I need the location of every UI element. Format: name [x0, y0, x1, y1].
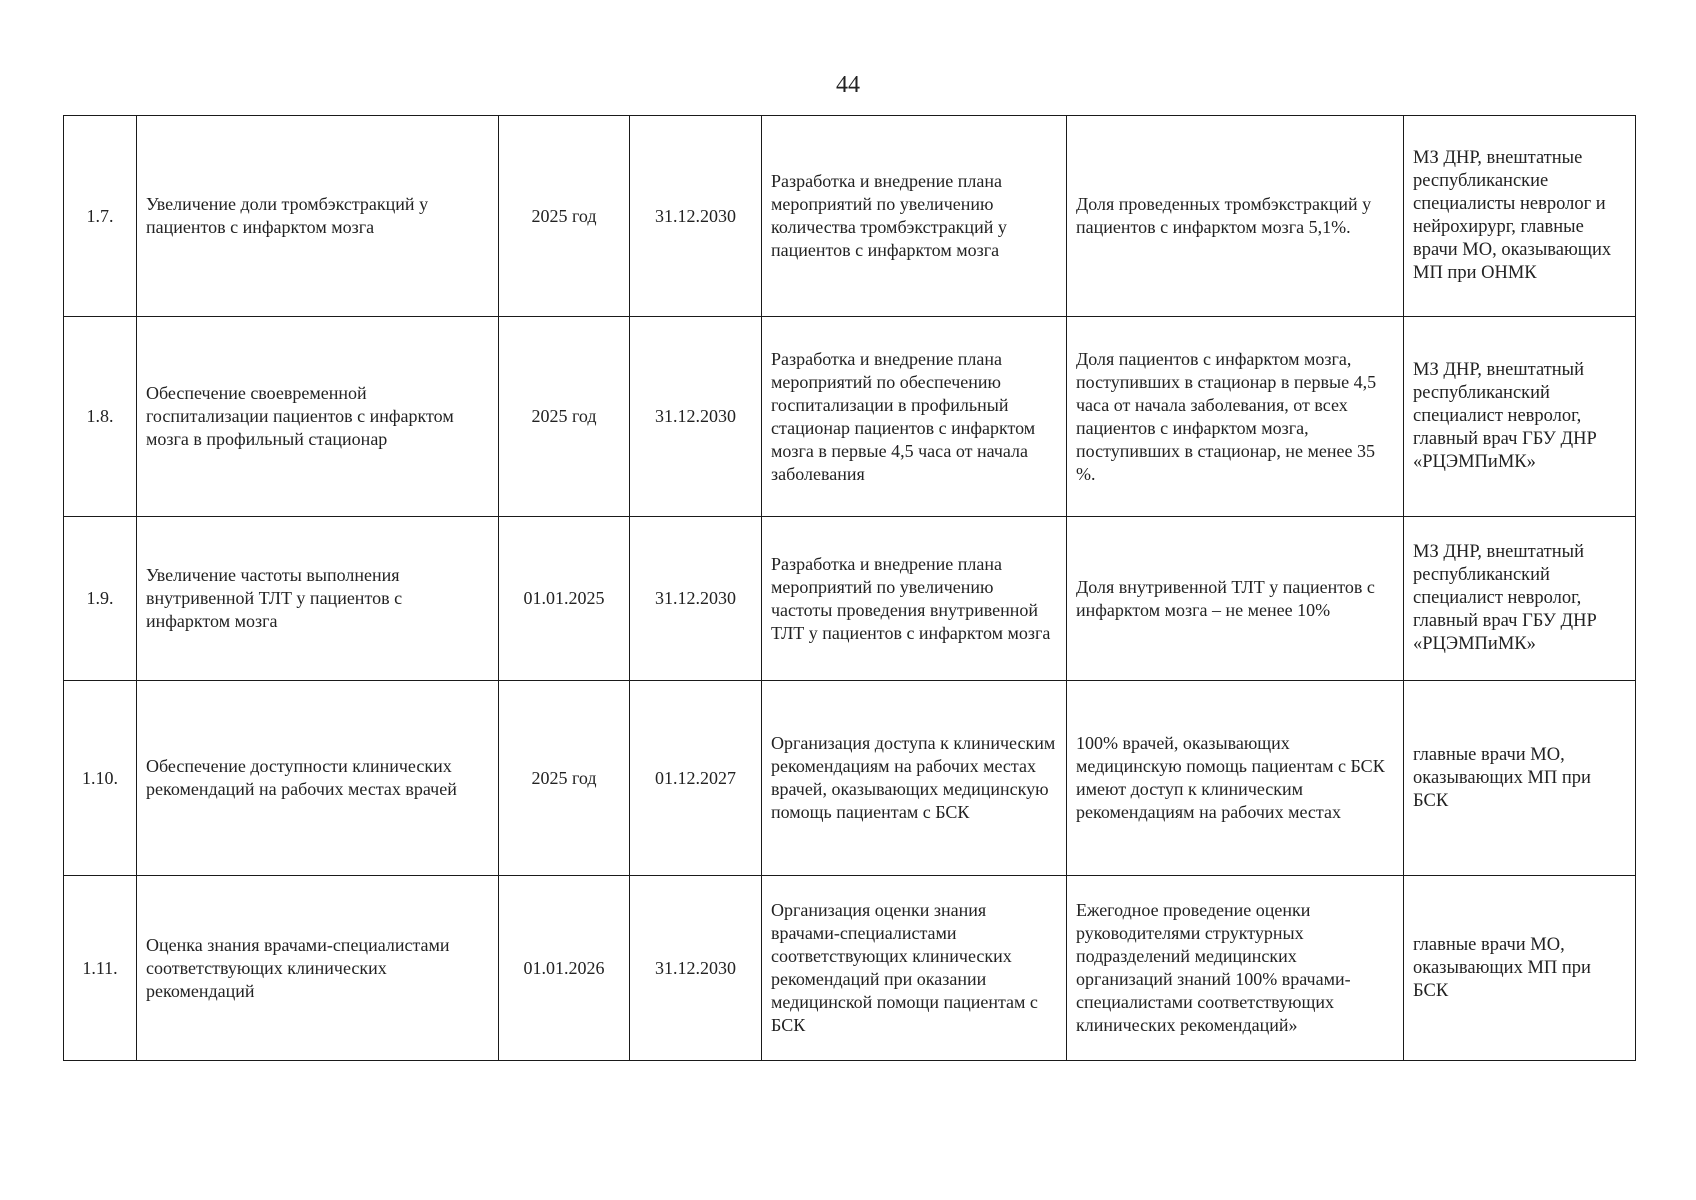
indicator-cell: Доля внутривенной ТЛТ у пациентов с инфарктом мозга – не менее 10%: [1067, 517, 1404, 681]
indicator-cell: Доля пациентов с инфарктом мозга, поступивших в стационар в первые 4,5 часа от начала заболевания, от всех пациентов с инфарктом мозга, поступивших в стационар, не менее 35 %.: [1067, 317, 1404, 517]
end-date-cell: 31.12.2030: [630, 116, 762, 317]
table-row: [64, 517, 1636, 681]
result-cell: Организация оценки знания врачами-специалистами соответствующих клинических рекомендаций при оказании медицинской помощи пациентам с БСК: [762, 876, 1067, 1061]
responsible-cell: главные врачи МО, оказывающих МП при БСК: [1404, 876, 1636, 1061]
start-date-cell: 2025 год: [499, 116, 630, 317]
measure-cell: Увеличение доли тромбэкстракций у пациентов с инфарктом мозга: [137, 116, 499, 317]
measure-cell: Оценка знания врачами-специалистами соответствующих клинических рекомендаций: [137, 876, 499, 1061]
end-date-cell: 31.12.2030: [630, 517, 762, 681]
table-row: [64, 681, 1636, 876]
row-number-cell: 1.9.: [64, 517, 137, 681]
indicator-cell: Доля проведенных тромбэкстракций у пациентов с инфарктом мозга 5,1%.: [1067, 116, 1404, 317]
result-cell: Разработка и внедрение плана мероприятий по обеспечению госпитализации в профильный стационар пациентов с инфарктом мозга в первые 4,5 часа от начала заболевания: [762, 317, 1067, 517]
measures-table: [63, 115, 1636, 1061]
row-number-cell: 1.11.: [64, 876, 137, 1061]
result-cell: Разработка и внедрение плана мероприятий по увеличению частоты проведения внутривенной ТЛТ у пациентов с инфарктом мозга: [762, 517, 1067, 681]
measure-cell: Увеличение частоты выполнения внутривенной ТЛТ у пациентов с инфарктом мозга: [137, 517, 499, 681]
responsible-cell: МЗ ДНР, внештатный республиканский специалист невролог, главный врач ГБУ ДНР «РЦЭМПиМК»: [1404, 317, 1636, 517]
end-date-cell: 01.12.2027: [630, 681, 762, 876]
measure-cell: Обеспечение своевременной госпитализации пациентов с инфарктом мозга в профильный стационар: [137, 317, 499, 517]
table-row: [64, 116, 1636, 317]
start-date-cell: 01.01.2026: [499, 876, 630, 1061]
start-date-cell: 01.01.2025: [499, 517, 630, 681]
table-row: [64, 876, 1636, 1061]
indicator-cell: 100% врачей, оказывающих медицинскую помощь пациентам с БСК имеют доступ к клиническим рекомендациям на рабочих местах: [1067, 681, 1404, 876]
result-cell: Организация доступа к клиническим рекомендациям на рабочих местах врачей, оказывающих медицинскую помощь пациентам с БСК: [762, 681, 1067, 876]
table-row: [64, 317, 1636, 517]
row-number-cell: 1.8.: [64, 317, 137, 517]
responsible-cell: главные врачи МО, оказывающих МП при БСК: [1404, 681, 1636, 876]
measure-cell: Обеспечение доступности клинических рекомендаций на рабочих местах врачей: [137, 681, 499, 876]
end-date-cell: 31.12.2030: [630, 317, 762, 517]
start-date-cell: 2025 год: [499, 681, 630, 876]
responsible-cell: МЗ ДНР, внештатные республиканские специалисты невролог и нейрохирург, главные врачи МО, оказывающих МП при ОНМК: [1404, 116, 1636, 317]
end-date-cell: 31.12.2030: [630, 876, 762, 1061]
responsible-cell: МЗ ДНР, внештатный республиканский специалист невролог, главный врач ГБУ ДНР «РЦЭМПиМК»: [1404, 517, 1636, 681]
start-date-cell: 2025 год: [499, 317, 630, 517]
row-number-cell: 1.10.: [64, 681, 137, 876]
page-number: 44: [836, 72, 860, 98]
row-number-cell: 1.7.: [64, 116, 137, 317]
indicator-cell: Ежегодное проведение оценки руководителями структурных подразделений медицинских организаций знаний 100% врачами-специалистами соответствующих клинических рекомендаций»: [1067, 876, 1404, 1061]
result-cell: Разработка и внедрение плана мероприятий по увеличению количества тромбэкстракций у пациентов с инфарктом мозга: [762, 116, 1067, 317]
